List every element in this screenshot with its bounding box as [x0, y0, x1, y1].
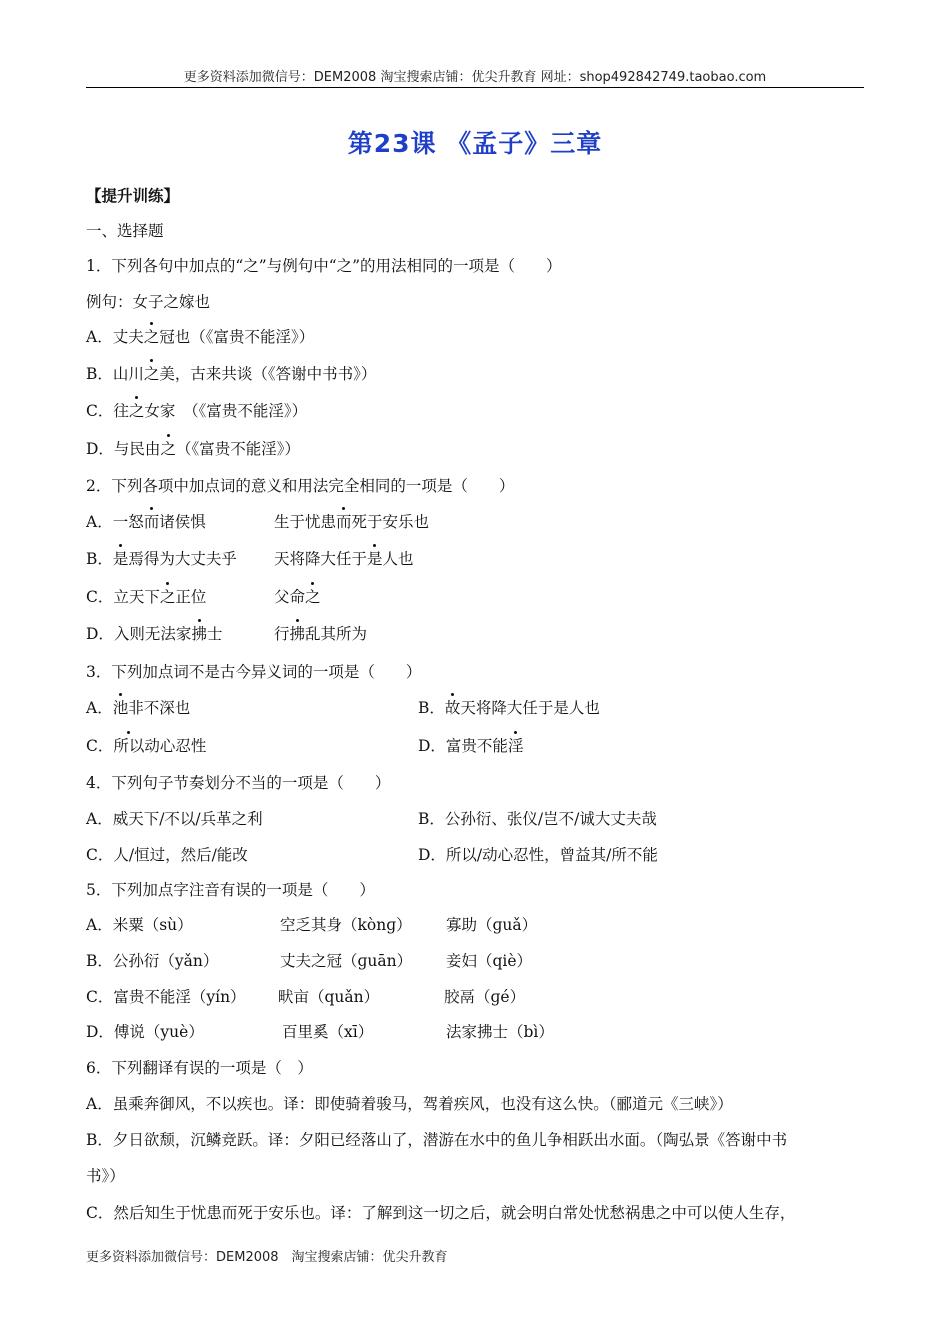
option-a-third: 寡助（ɡuǎ） — [446, 916, 538, 934]
option-c: C．立天下之正位 — [86, 588, 207, 606]
dotted-char: 所以 — [113, 737, 145, 755]
option-c: C．往之女家 （《富贵不能淫》） — [86, 402, 308, 420]
option-b: B．山川之美，古来共谈（《答谢中书书》） — [86, 365, 377, 383]
option-c-third: 胶鬲（ɡé） — [444, 988, 526, 1006]
dotted-char: 淫 — [507, 737, 524, 755]
option-d: D．所以/动心忍性，曾益其/所不能 — [418, 846, 658, 864]
option-a: A．米粟（sù） — [86, 916, 193, 934]
option-b-second: 丈夫之冠（ɡuān） — [280, 952, 413, 970]
option-c-second: 畎亩（quǎn） — [278, 988, 380, 1006]
option-b-continued: 书》） — [86, 1167, 125, 1185]
dotted-char: 之 — [128, 402, 145, 420]
option-b: B．公孙衍、张仪/岂不/诚大丈夫哉 — [418, 810, 657, 828]
question-stem: 1．下列各句中加点的“之”与例句中“之”的用法相同的一项是（ ） — [86, 257, 562, 275]
option-b-third: 妾妇（qiè） — [446, 952, 533, 970]
option-a-second: 生于忧患而死于安乐也 — [274, 513, 430, 531]
dotted-char: 之 — [159, 588, 176, 606]
page-title: 第23课 《孟子》三章 — [347, 129, 603, 158]
question-stem: 4．下列句子节奏划分不当的一项是（ ） — [86, 774, 391, 792]
page-header: 更多资料添加微信号：DEM2008 淘宝搜索店铺：优尖升教育 网址：shop492842749.taobao.com — [183, 70, 767, 85]
option-c: C．所以动心忍性 — [86, 737, 207, 755]
option-c: C．人/恒过，然后/能改 — [86, 846, 248, 864]
option-a: A．虽乘奔御风，不以疾也。译：即使骑着骏马，驾着疾风，也没有这么快。（郦道元《三峡》） — [86, 1095, 733, 1113]
part-heading: 一、选择题 — [86, 222, 164, 240]
example-sentence: 例句：女子之嫁也 — [86, 293, 211, 311]
option-c-second: 父命之 — [274, 588, 321, 606]
section-heading: 【提升训练】 — [86, 187, 180, 205]
dotted-char: 是 — [367, 550, 383, 568]
option-d-second: 行拂乱其所为 — [274, 625, 368, 643]
question-stem: 3．下列加点词不是古今异义词的一项是（ ） — [86, 663, 422, 681]
dotted-char: 池 — [112, 699, 129, 717]
option-a: A．丈夫之冠也（《富贵不能淫》） — [86, 328, 315, 346]
dotted-char: 而 — [143, 513, 160, 531]
dotted-char: 拂 — [191, 625, 207, 643]
option-d: D．傅说（yuè） — [86, 1023, 204, 1041]
option-d: D．与民由之（《富贵不能淫》） — [86, 440, 300, 458]
dotted-char: 之 — [305, 588, 321, 606]
option-c: C．富贵不能淫（yín） — [86, 988, 246, 1006]
option-b: B．故天将降大任于是人也 — [418, 699, 600, 717]
dotted-char: 之 — [160, 440, 176, 458]
option-a: A．一怒而诸侯惧 — [86, 513, 206, 531]
option-b-second: 天将降大任于是人也 — [274, 550, 414, 568]
option-a: A．威天下/不以/兵革之利 — [86, 810, 263, 828]
dotted-char: 拂 — [289, 625, 306, 643]
option-b: B．公孙衍（yǎn） — [86, 952, 219, 970]
question-stem: 6．下列翻译有误的一项是（ ） — [86, 1059, 313, 1077]
option-d-third: 法家拂士（bì） — [446, 1023, 554, 1041]
option-d-second: 百里奚（xī） — [282, 1023, 374, 1041]
dotted-char: 是 — [112, 550, 129, 568]
option-c: C．然后知生于忧患而死于安乐也。译：了解到这一切之后，就会明白常处忧愁祸患之中可以使人生存， — [86, 1204, 796, 1222]
dotted-char: 之 — [143, 365, 160, 383]
option-b: B．夕日欲颓，沉鳞竞跃。译：夕阳已经落山了，潜游在水中的鱼儿争相跃出水面。（陶弘景《答谢中书 — [86, 1131, 788, 1149]
option-d: D．富贵不能淫 — [418, 737, 524, 755]
question-stem: 2．下列各项中加点词的意义和用法完全相同的一项是（ ） — [86, 477, 515, 495]
page-footer: 更多资料添加微信号：DEM2008 淘宝搜索店铺：优尖升教育 — [86, 1250, 448, 1265]
option-b: B．是焉得为大丈夫乎 — [86, 550, 237, 568]
question-stem: 5．下列加点字注音有误的一项是（ ） — [86, 881, 375, 899]
dotted-char: 故 — [444, 699, 461, 717]
option-d: D．入则无法家拂士 — [86, 625, 223, 643]
option-a-second: 空乏其身（kònɡ） — [280, 916, 412, 934]
header-divider — [86, 87, 864, 88]
dotted-char: 而 — [336, 513, 352, 531]
option-a: A．池非不深也 — [86, 699, 191, 717]
dotted-char: 之 — [143, 328, 160, 346]
